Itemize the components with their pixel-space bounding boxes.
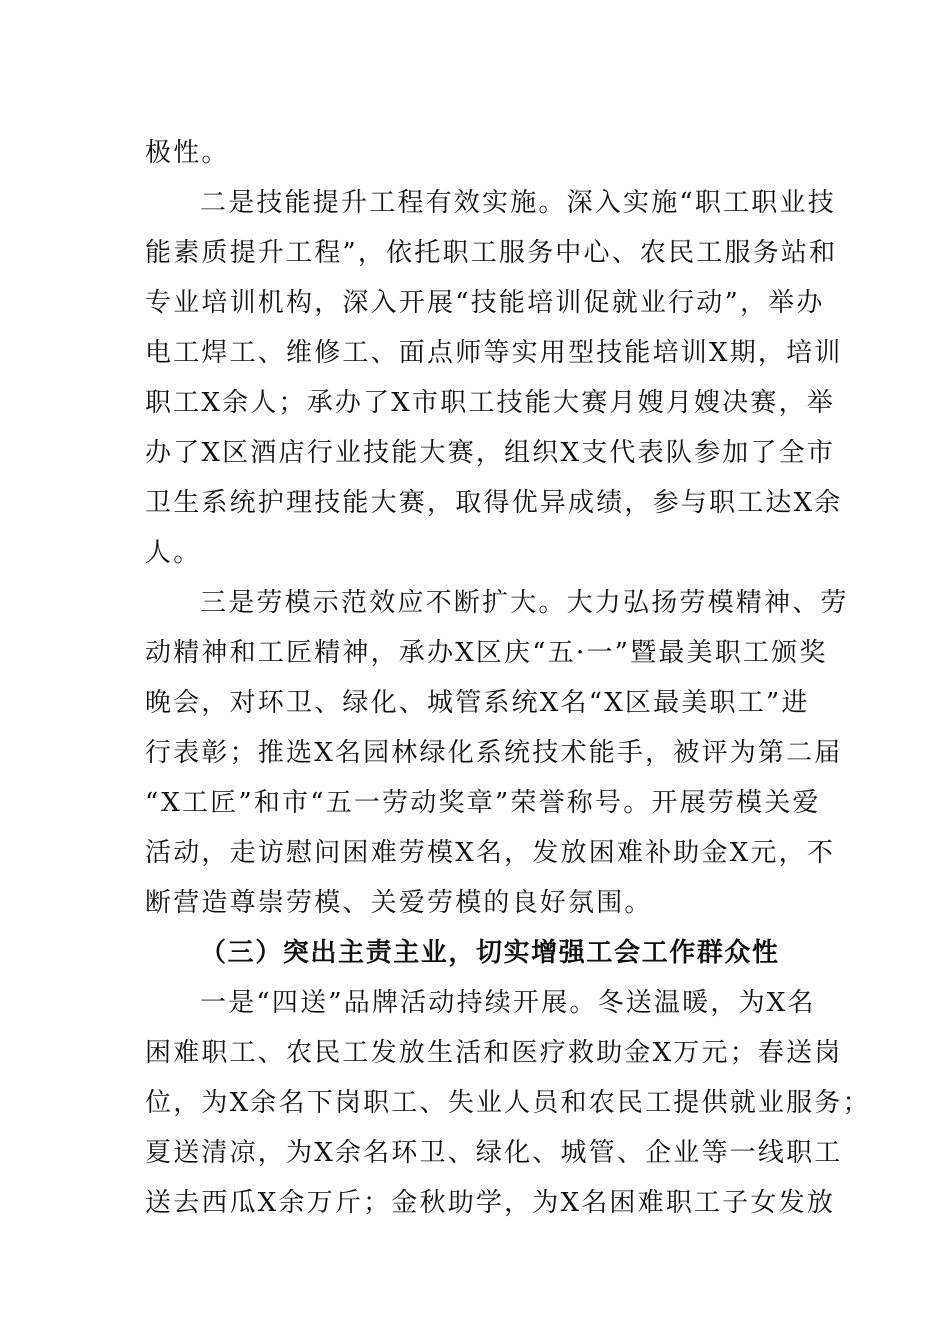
- paragraph-line: 卫生系统护理技能大赛，取得优异成绩，参与职工达X余: [145, 488, 843, 518]
- paragraph-line: 困难职工、农民工发放生活和医疗救助金X万元；春送岗: [145, 1038, 843, 1068]
- paragraph-line: 极性。: [145, 138, 230, 168]
- paragraph-line: 人。: [145, 538, 202, 568]
- paragraph-line: 三是劳模示范效应不断扩大。大力弘扬劳模精神、劳: [200, 588, 849, 618]
- paragraph-line: 活动，走访慰问困难劳模X名，发放困难补助金X元，不: [145, 838, 836, 868]
- section-heading: （三）突出主责主业，切实增强工会工作群众性: [200, 938, 780, 968]
- paragraph-line: 二是技能提升工程有效实施。深入实施“职工职业技: [200, 188, 836, 218]
- paragraph-line: 晚会，对环卫、绿化、城管系统X名“X区最美职工”进: [145, 688, 810, 718]
- document-body: [145, 128, 871, 1228]
- paragraph-line: 能素质提升工程”，依托职工服务中心、农民工服务站和: [145, 238, 838, 268]
- paragraph-line: 位，为X余名下岗职工、失业人员和农民工提供就业服务；: [145, 1088, 871, 1118]
- paragraph-line: 电工焊工、维修工、面点师等实用型技能培训X期，培训: [145, 338, 843, 368]
- paragraph-line: “X工匠”和市“五一劳动奖章”荣誉称号。开展劳模关爱: [145, 788, 821, 818]
- paragraph-line: 送去西瓜X余万斤；金秋助学，为X名困难职工子女发放: [145, 1188, 836, 1218]
- paragraph-line: 职工X余人；承办了X市职工技能大赛月嫂月嫂决赛，举: [145, 388, 836, 418]
- paragraph-line: 夏送清凉，为X余名环卫、绿化、城管、企业等一线职工: [145, 1138, 843, 1168]
- paragraph-line: 办了X区酒店行业技能大赛，组织X支代表队参加了全市: [145, 438, 836, 468]
- paragraph-line: 专业培训机构，深入开展“技能培训促就业行动”，举办: [145, 288, 825, 318]
- paragraph-line: 行表彰；推选X名园林绿化系统技术能手，被评为第二届: [145, 738, 843, 768]
- paragraph-line: 一是“四送”品牌活动持续开展。冬送温暖，为X名: [200, 988, 816, 1018]
- paragraph-line: 断营造尊崇劳模、关爱劳模的良好氛围。: [145, 888, 653, 918]
- paragraph-line: 动精神和工匠精神，承办X区庆“五·一”暨最美职工颁奖: [145, 638, 828, 668]
